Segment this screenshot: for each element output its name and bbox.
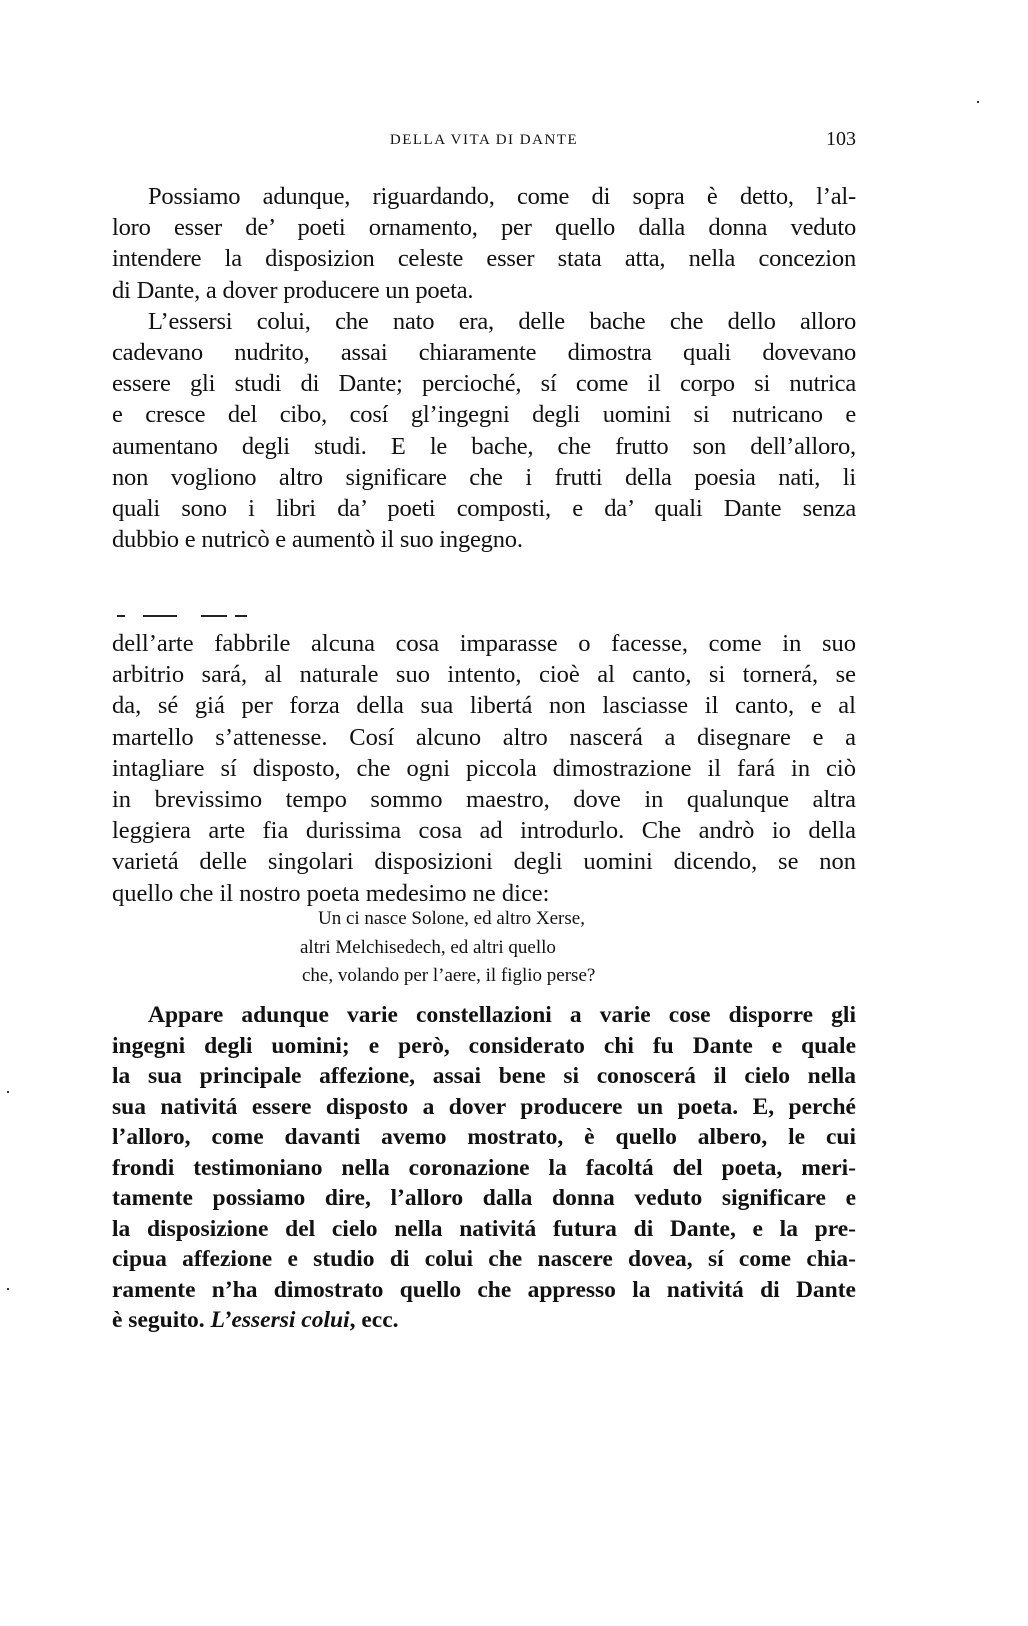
text-line — [112, 1305, 856, 1336]
page-number: 103 — [826, 128, 856, 150]
text-line: ramente n’ha dimostrato quello che appresso la nativitá di Dante — [112, 1276, 856, 1303]
scan-speck — [977, 101, 979, 103]
text-line: quali sono i libri da’ poeti composti, e da’ quali Dante senza — [112, 495, 856, 523]
bold-commentary — [112, 1000, 856, 1336]
text-line: essere gli studi di Dante; percioché, sí come il corpo si nutrica — [112, 370, 856, 398]
text-line: la disposizione del cielo nella nativitá futura di Dante, e la pre- — [112, 1215, 856, 1242]
paragraph — [112, 181, 856, 306]
text-line: e cresce del cibo, cosí gl’ingegni degli uomini si nutricano e — [112, 401, 856, 429]
text-line: martello s’attenesse. Cosí alcuno altro nascerá a disegnare e a — [112, 723, 856, 751]
verse-line: che, volando per l’aere, il figlio perse? — [302, 965, 596, 986]
line-prefix: è seguito. — [112, 1307, 211, 1333]
text-line: frondi testimoniano nella coronazione la facoltá del poeta, meri- — [112, 1154, 856, 1181]
text-line — [112, 181, 856, 212]
text-line: tamente possiamo dire, l’alloro dalla donna veduto significare e — [112, 1185, 856, 1211]
text-line: sua nativitá essere disposto a dover producere un poeta. E, perché — [112, 1093, 856, 1120]
text-line: quello che il nostro poeta medesimo ne dice: — [112, 879, 550, 907]
text-line: in brevissimo tempo sommo maestro, dove in qualunque altra — [112, 786, 856, 814]
text-line: dell’arte fabbrile alcuna cosa imparasse o facesse, come in suo — [112, 630, 856, 657]
text-line: cadevano nudrito, assai chiaramente dimostra quali dovevano — [112, 339, 856, 367]
scan-speck — [7, 1288, 9, 1290]
text-line: non vogliono altro significare che i frutti della poesia nati, li — [112, 463, 856, 491]
text-line: cipua affezione e studio di colui che nascere dovea, sí come chia- — [112, 1246, 856, 1272]
text-line: di Dante, a dover producere un poeta. — [112, 276, 474, 304]
text-line: intendere la disposizion celeste esser stata atta, nella concezion — [112, 245, 856, 273]
text-line — [112, 306, 856, 337]
text-line: varietá delle singolari disposizioni degli uomini dicendo, se non — [112, 848, 856, 876]
verse-line: Un ci nasce Solone, ed altro Xerse, — [318, 908, 585, 929]
text-line: ingegni degli uomini; e però, considerato chi fu Dante e quale — [112, 1032, 856, 1059]
line-text: L’essersi colui, che nato era, delle bache che dello alloro — [148, 307, 856, 335]
text-line: dubbio e nutricò e aumentò il suo ingegno. — [112, 526, 523, 554]
text-line: l’alloro, come davanti avemo mostrato, è quello albero, le cui — [112, 1124, 856, 1150]
running-head — [112, 126, 856, 156]
line-text: Appare adunque varie constellazioni a varie cose disporre gli — [148, 1002, 856, 1028]
line-suffix: , ecc. — [349, 1307, 399, 1333]
text-line: leggiera arte fia durissima cosa ad introdurlo. Che andrò io della — [112, 817, 856, 845]
line-text: Possiamo adunque, riguardando, come di sopra è detto, l’al- — [148, 183, 856, 210]
text-line: aumentano degli studi. E le bache, che frutto son dell’alloro, — [112, 432, 856, 460]
verse-quotation — [300, 905, 595, 991]
text-line: intagliare sí disposto, che ogni piccola dimostrazione il fará in ciò — [112, 754, 856, 782]
text-line: loro esser de’ poeti ornamento, per quello dalla donna veduto — [112, 214, 856, 242]
scan-speck — [7, 1091, 9, 1093]
paragraph — [112, 306, 856, 556]
section-separator — [117, 615, 247, 617]
commentary-text — [112, 181, 856, 555]
verse-line: altri Melchisedech, ed altri quello — [300, 936, 556, 958]
text-line: la sua principale affezione, assai bene si conoscerá il cielo nella — [112, 1063, 856, 1089]
running-title: DELLA VITA DI DANTE — [389, 132, 579, 148]
text-line: da, sé giá per forza della sua libertá non lasciasse il canto, e al — [112, 692, 856, 720]
italic-citation: L’essersi colui — [210, 1307, 350, 1333]
text-line: arbitrio sará, al naturale suo intento, cioè al canto, si tornerá, se — [112, 661, 856, 689]
main-text — [112, 628, 856, 909]
text-line — [112, 1000, 856, 1031]
